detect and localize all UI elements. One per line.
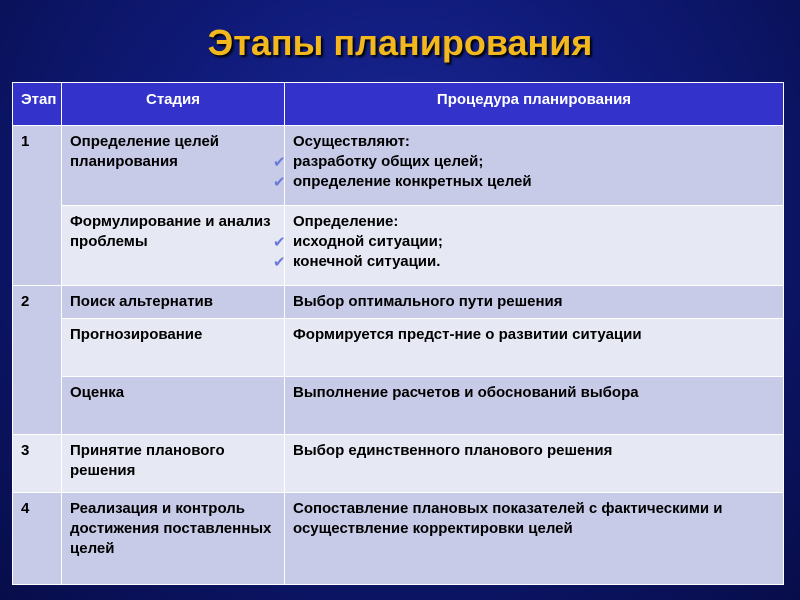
page-title: Этапы планирования bbox=[207, 22, 593, 63]
procedure-cell: Формируется предст-ние о развитии ситуации bbox=[285, 319, 784, 377]
stage-number: 2 bbox=[13, 286, 62, 435]
procedure-cell: Выбор оптимального пути решения bbox=[285, 286, 784, 319]
bullet-item bbox=[273, 252, 775, 272]
bullet-text: определение конкретных целей bbox=[293, 173, 532, 190]
procedure-cell bbox=[273, 206, 784, 286]
header-stage: Этап bbox=[13, 83, 62, 126]
table-row bbox=[13, 435, 784, 493]
procedure-title: Определение: bbox=[293, 213, 399, 230]
checkmark-icon: ✔ bbox=[273, 174, 286, 191]
table-row bbox=[13, 319, 784, 377]
checkmark-icon: ✔ bbox=[273, 254, 286, 271]
procedure-cell: Выбор единственного планового решения bbox=[285, 435, 784, 493]
checkmark-icon: ✔ bbox=[273, 154, 286, 171]
bullet-text: конечной ситуации. bbox=[293, 253, 441, 270]
table-row bbox=[13, 493, 784, 585]
phase-cell: Принятие планового решения bbox=[62, 435, 285, 493]
stage-number: 1 bbox=[13, 126, 62, 286]
procedure-title: Осуществляют: bbox=[293, 133, 410, 150]
phase-cell: Определение целей планирования bbox=[62, 126, 285, 206]
bullet-item bbox=[273, 172, 775, 192]
procedure-cell: Выполнение расчетов и обоснований выбора bbox=[285, 377, 784, 435]
phase-cell: Оценка bbox=[62, 377, 285, 435]
bullet-text: разработку общих целей; bbox=[293, 153, 484, 170]
bullet-text: исходной ситуации; bbox=[293, 233, 443, 250]
table-header-row bbox=[13, 83, 784, 126]
table-row bbox=[13, 206, 784, 286]
table-row bbox=[13, 286, 784, 319]
bullet-item bbox=[273, 232, 775, 252]
table-row bbox=[13, 126, 784, 206]
table-row bbox=[13, 377, 784, 435]
phase-cell: Поиск альтернатив bbox=[62, 286, 285, 319]
checkmark-icon: ✔ bbox=[273, 234, 286, 251]
stage-number: 4 bbox=[13, 493, 62, 585]
phase-cell: Формулирование и анализ проблемы bbox=[62, 206, 285, 286]
header-procedure: Процедура планирования bbox=[285, 83, 784, 126]
stage-number: 3 bbox=[13, 435, 62, 493]
phase-cell: Реализация и контроль достижения поставленных целей bbox=[62, 493, 285, 585]
bullet-item bbox=[273, 152, 775, 172]
planning-table bbox=[12, 82, 784, 585]
phase-cell: Прогнозирование bbox=[62, 319, 285, 377]
procedure-cell bbox=[273, 126, 784, 206]
procedure-cell: Сопоставление плановых показателей с фактическими и осуществление корректировки целей bbox=[285, 493, 784, 585]
header-phase: Стадия bbox=[62, 83, 285, 126]
